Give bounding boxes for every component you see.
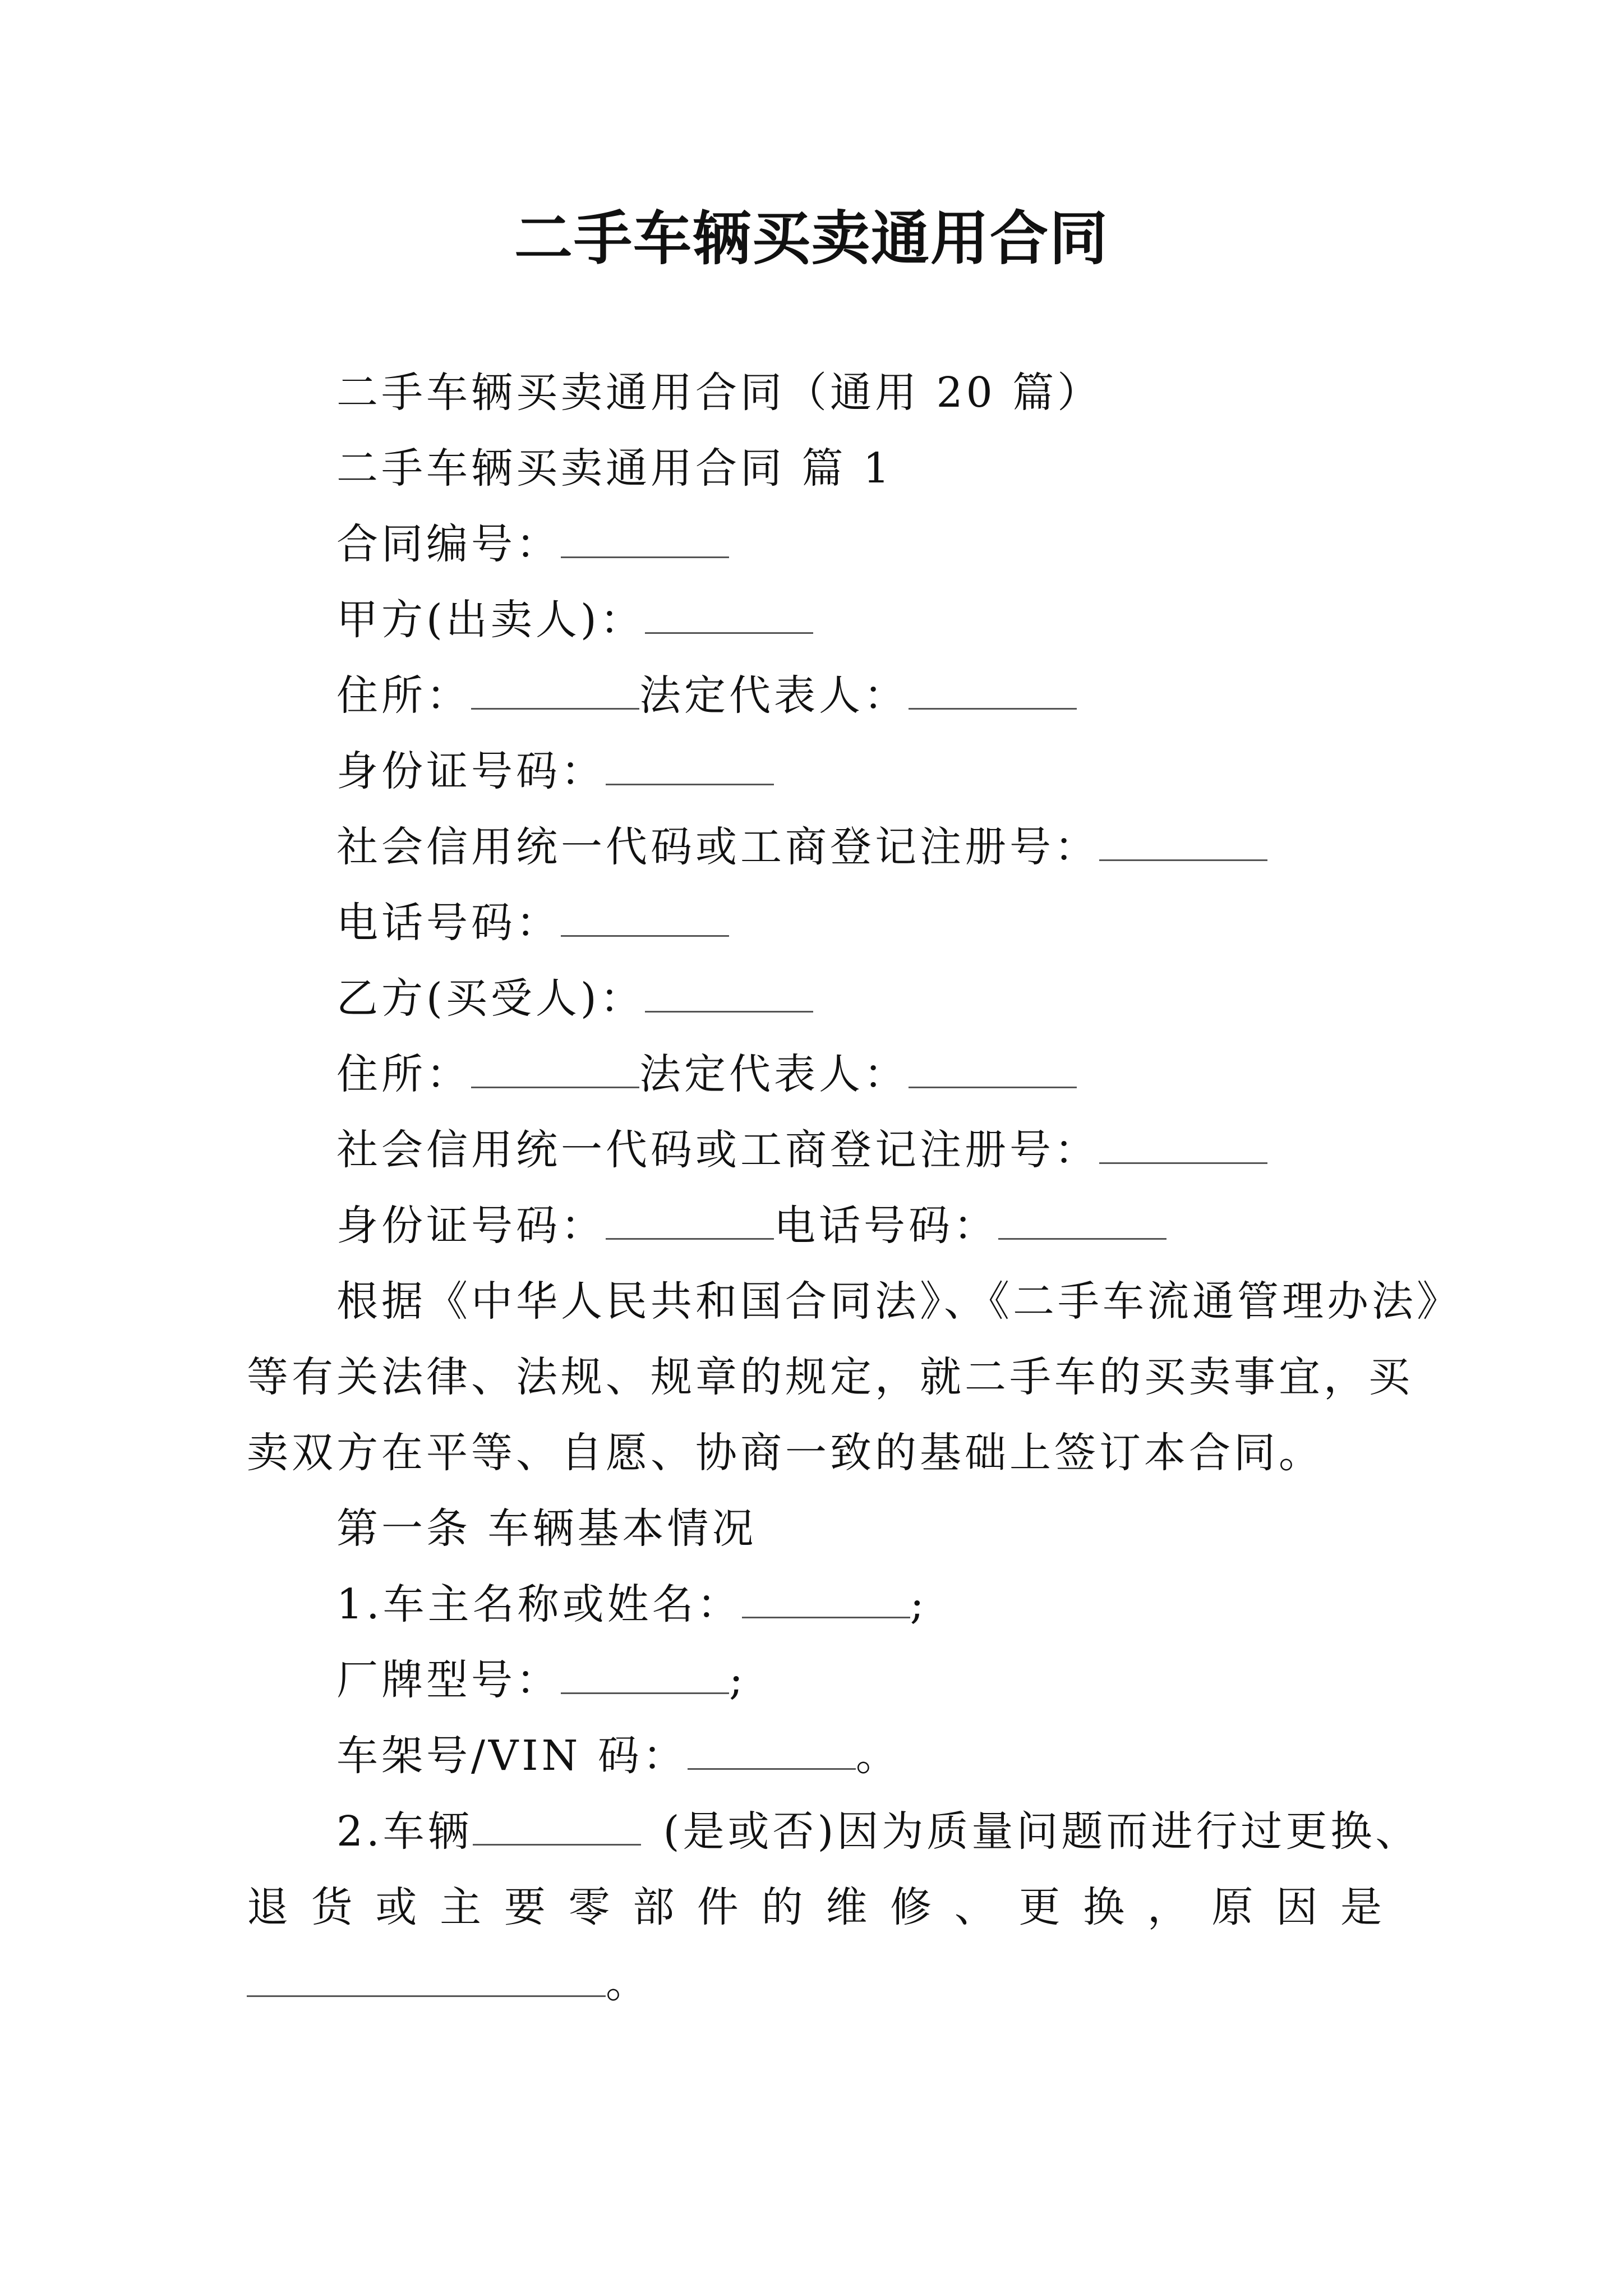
- party-a-id-blank[interactable]: [606, 747, 774, 785]
- basis-paragraph-line-2: 等有关法律、法规、规章的规定，就二手车的买卖事宜，买: [247, 1353, 1413, 1401]
- item-2-yes-no-blank[interactable]: [473, 1807, 641, 1846]
- subtitle-line: 二手车辆买卖通用合同（通用 20 篇）: [336, 369, 1103, 417]
- party-a-phone-blank[interactable]: [561, 898, 729, 937]
- contract-number-label: 合同编号：: [336, 520, 561, 568]
- item-2-text: (是或否)因为质量问题而进行过更换、: [663, 1807, 1421, 1856]
- item-2-label: 2.车辆: [336, 1807, 473, 1856]
- party-b-address-label: 住所：: [336, 1050, 471, 1098]
- party-b-credit-code-blank[interactable]: [1099, 1125, 1267, 1164]
- brand-model-label: 厂牌型号：: [336, 1656, 561, 1704]
- vin-end: 。: [855, 1732, 901, 1780]
- party-a-credit-code-label: 社会信用统一代码或工商登记注册号：: [336, 823, 1099, 871]
- item-2-end: 。: [606, 1959, 651, 2007]
- party-a-credit-code-blank[interactable]: [1099, 822, 1267, 861]
- party-a-id-line: [336, 743, 774, 799]
- item-2-char: 维: [826, 1883, 871, 1931]
- item-2-char: 的: [761, 1883, 806, 1931]
- basis-paragraph-line-1: 根据《中华人民共和国合同法》、《二手车流通管理办法》: [336, 1277, 1461, 1326]
- party-b-id-blank[interactable]: [606, 1201, 774, 1240]
- item-2-char: 零: [568, 1883, 614, 1931]
- party-a-address-blank[interactable]: [471, 671, 639, 710]
- item-2-char: 原: [1211, 1883, 1257, 1931]
- basis-paragraph-line-3: 卖双方在平等、自愿、协商一致的基础上签订本合同。: [247, 1429, 1324, 1477]
- party-b-label: 乙方(买受人)：: [336, 974, 645, 1023]
- party-a-id-label: 身份证号码：: [336, 747, 606, 795]
- vin-line: [336, 1728, 901, 1784]
- party-b-line: [336, 970, 813, 1027]
- brand-model-end: ;: [729, 1656, 746, 1704]
- party-b-id-line: [336, 1198, 1166, 1254]
- item-2-char: 件: [697, 1883, 742, 1931]
- brand-model-blank[interactable]: [561, 1655, 729, 1694]
- party-a-address-line: [336, 668, 1077, 724]
- party-b-phone-label: 电话号码：: [774, 1202, 998, 1250]
- item-2-char: 要: [504, 1883, 549, 1931]
- owner-name-blank[interactable]: [742, 1580, 910, 1618]
- party-b-address-line: [336, 1046, 1077, 1102]
- party-a-phone-label: 电话号码：: [336, 899, 561, 947]
- contract-number-blank[interactable]: [561, 519, 729, 558]
- party-a-legal-rep-label: 法定代表人：: [639, 671, 909, 720]
- party-a-phone-line: [336, 895, 729, 951]
- party-b-address-blank[interactable]: [471, 1050, 639, 1088]
- article-1-heading: 第一条 车辆基本情况: [336, 1504, 757, 1553]
- item-2-char: 货: [311, 1883, 356, 1931]
- vin-label: 车架号/VIN 码：: [336, 1732, 688, 1780]
- item-2-char: 或: [375, 1883, 421, 1931]
- item-2-char: 主: [440, 1883, 485, 1931]
- item-2-reason-blank[interactable]: [247, 1958, 606, 1997]
- party-b-legal-rep-blank[interactable]: [909, 1050, 1077, 1088]
- party-b-id-label: 身份证号码：: [336, 1202, 606, 1250]
- item-2-char: ，: [1147, 1883, 1192, 1931]
- brand-model-line: [336, 1652, 746, 1708]
- item-2-line-3: [247, 1955, 1385, 2011]
- party-a-line: [336, 592, 813, 648]
- item-2-char: 退: [247, 1883, 292, 1931]
- party-a-credit-code-line: [336, 819, 1267, 875]
- item-2-char: 部: [633, 1883, 678, 1931]
- owner-name-end: ;: [910, 1580, 928, 1628]
- document-title: 二手车辆买卖通用合同: [514, 204, 1109, 273]
- party-a-label: 甲方(出卖人)：: [336, 596, 645, 644]
- party-b-blank[interactable]: [645, 974, 813, 1013]
- party-a-blank[interactable]: [645, 595, 813, 634]
- item-2-char: 因: [1276, 1883, 1321, 1931]
- party-b-credit-code-label: 社会信用统一代码或工商登记注册号：: [336, 1126, 1099, 1174]
- item-2-line-2: [247, 1879, 1385, 1935]
- party-a-address-label: 住所：: [336, 671, 471, 720]
- item-2-char: 是: [1340, 1883, 1385, 1931]
- item-2-char: 换: [1083, 1883, 1128, 1931]
- owner-name-line: [336, 1576, 928, 1632]
- owner-name-label: 1.车主名称或姓名：: [336, 1580, 742, 1628]
- party-a-legal-rep-blank[interactable]: [909, 671, 1077, 710]
- item-2-char: 修: [890, 1883, 935, 1931]
- part-heading: 二手车辆买卖通用合同 篇 1: [336, 444, 893, 493]
- contract-number-line: [336, 516, 729, 572]
- item-2-char: 、: [954, 1883, 999, 1931]
- party-b-phone-blank[interactable]: [998, 1201, 1166, 1240]
- party-b-credit-code-line: [336, 1122, 1267, 1178]
- party-b-legal-rep-label: 法定代表人：: [639, 1050, 909, 1098]
- item-2-line-1: [336, 1803, 1420, 1860]
- vin-blank[interactable]: [688, 1731, 856, 1770]
- item-2-char: 更: [1018, 1883, 1064, 1931]
